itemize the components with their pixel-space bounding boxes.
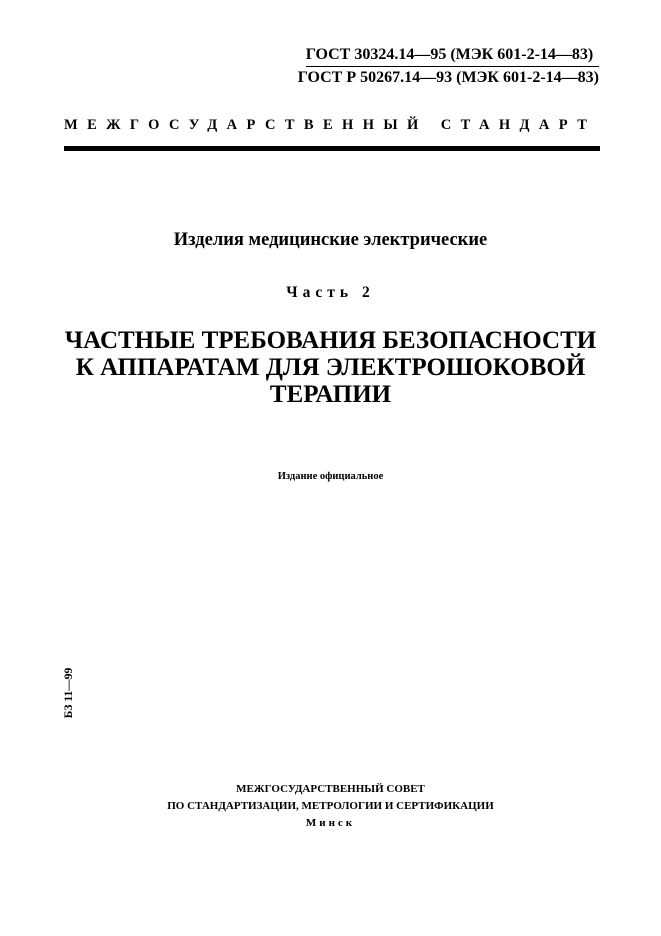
document-part: Часть 2 xyxy=(286,284,375,301)
standard-type-heading: МЕЖГОСУДАРСТВЕННЫЙ СТАНДАРТ xyxy=(64,117,597,133)
edition-note: Издание официальное xyxy=(277,471,384,482)
side-code xyxy=(61,665,77,725)
publisher-line-2: ПО СТАНДАРТИЗАЦИИ, МЕТРОЛОГИИ И СЕРТИФИКАЦИИ xyxy=(167,800,494,812)
document-title xyxy=(0,327,661,408)
gost-codes xyxy=(298,44,599,89)
publisher-line-1: МЕЖГОСУДАРСТВЕННЫЙ СОВЕТ xyxy=(236,783,425,795)
title-line-3: ТЕРАПИИ xyxy=(269,381,392,408)
document-subject: Изделия медицинские электрические xyxy=(173,230,488,250)
header-divider xyxy=(64,146,600,151)
title-line-1: ЧАСТНЫЕ ТРЕБОВАНИЯ БЕЗОПАСНОСТИ xyxy=(64,327,597,354)
title-line-2: К АППАРАТАМ ДЛЯ ЭЛЕКТРОШОКОВОЙ xyxy=(75,354,586,381)
gost-code-secondary: ГОСТ Р 50267.14—93 (МЭК 601-2-14—83) xyxy=(297,69,599,86)
publisher-block xyxy=(0,781,661,832)
gost-code-primary: ГОСТ 30324.14—95 (МЭК 601-2-14—83) xyxy=(306,44,599,67)
publisher-city: Минск xyxy=(305,817,356,829)
side-code-text: БЗ 11—99 xyxy=(63,667,75,719)
